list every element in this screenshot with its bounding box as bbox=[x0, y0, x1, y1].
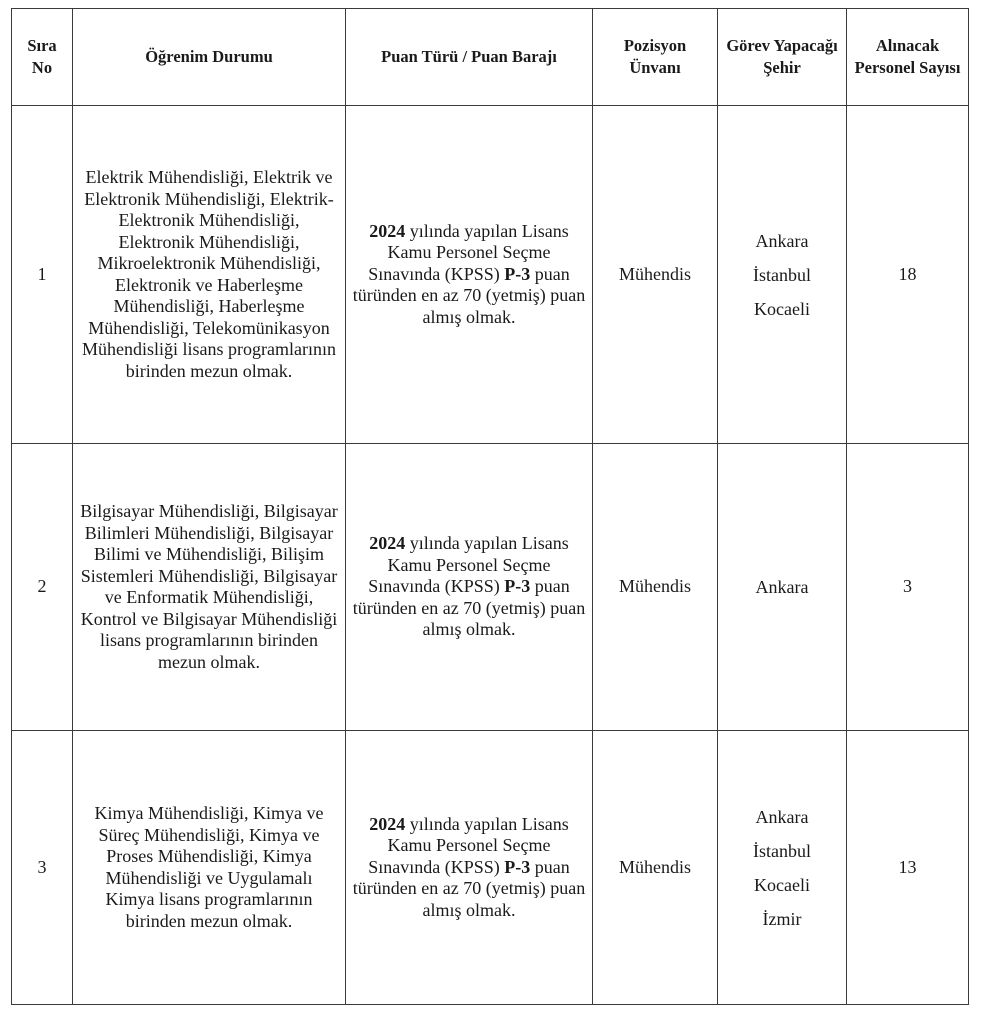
score-text-part1: yılında yapılan Lisans Kamu Personel Seçme Sınavında (KPSS) bbox=[368, 220, 569, 284]
position-title: Mühendis bbox=[593, 106, 718, 444]
exam-year: 2024 bbox=[369, 220, 406, 241]
position-title: Mühendis bbox=[593, 444, 718, 731]
position-title: Mühendis bbox=[593, 731, 718, 1005]
table-row bbox=[12, 106, 969, 444]
header-pozisyon-unvani: Pozisyon Ünvanı bbox=[593, 9, 718, 106]
score-text-part1: yılında yapılan Lisans Kamu Personel Seçme Sınavında (KPSS) bbox=[368, 533, 569, 597]
city-name: İstanbul bbox=[753, 840, 811, 861]
personnel-count: 3 bbox=[847, 444, 969, 731]
score-text-part2: puan türünden en az 70 (yetmiş) puan almış olmak. bbox=[352, 576, 586, 640]
header-puan-turu: Puan Türü / Puan Barajı bbox=[346, 9, 593, 106]
city-name: İzmir bbox=[762, 908, 802, 929]
city-name: Ankara bbox=[755, 577, 809, 597]
table-row bbox=[12, 731, 969, 1005]
header-ogrenim-durumu: Öğrenim Durumu bbox=[73, 9, 346, 106]
city-name: Kocaeli bbox=[754, 874, 810, 895]
row-number: 1 bbox=[12, 106, 73, 444]
score-requirement bbox=[346, 731, 593, 1005]
exam-year: 2024 bbox=[369, 533, 406, 554]
score-text-part2: puan türünden en az 70 (yetmiş) puan almış olmak. bbox=[352, 263, 586, 327]
table-row bbox=[12, 444, 969, 731]
personnel-count: 13 bbox=[847, 731, 969, 1005]
education-requirement: Kimya Mühendisliği, Kimya ve Süreç Mühendisliği, Kimya ve Proses Mühendisliği, Kimya Mühendisliği ve Uygulamalı Kimya lisans programlarının birinden mezun olmak. bbox=[73, 731, 346, 1005]
score-text-part1: yılında yapılan Lisans Kamu Personel Seçme Sınavında (KPSS) bbox=[368, 813, 569, 877]
city-name: Ankara bbox=[755, 230, 809, 251]
city-list bbox=[718, 106, 847, 444]
row-number: 3 bbox=[12, 731, 73, 1005]
city-list bbox=[718, 444, 847, 731]
city-name: Ankara bbox=[755, 806, 809, 827]
score-type: P-3 bbox=[504, 856, 531, 877]
score-requirement bbox=[346, 106, 593, 444]
personnel-count: 18 bbox=[847, 106, 969, 444]
education-requirement: Elektrik Mühendisliği, Elektrik ve Elektronik Mühendisliği, Elektrik-Elektronik Mühendisliği, Elektronik Mühendisliği, Mikroelektronik Mühendisliği, Elektronik ve Haberleşme Mühendisliği, Haberleşme Mühendisliği, Telekomünikasyon Mühendisliği lisans programlarının birinden mezun olmak. bbox=[73, 106, 346, 444]
header-sira-no: Sıra No bbox=[12, 9, 73, 106]
personnel-table bbox=[11, 8, 969, 1005]
education-requirement: Bilgisayar Mühendisliği, Bilgisayar Bilimleri Mühendisliği, Bilgisayar Bilimi ve Mühendisliği, Bilişim Sistemleri Mühendisliği, Bilgisayar ve Enformatik Mühendisliği, Kontrol ve Bilgisayar Mühendisliği lisans programlarının birinden mezun olmak. bbox=[73, 444, 346, 731]
city-list bbox=[718, 731, 847, 1005]
exam-year: 2024 bbox=[369, 813, 406, 834]
score-type: P-3 bbox=[504, 576, 531, 597]
score-requirement bbox=[346, 444, 593, 731]
row-number: 2 bbox=[12, 444, 73, 731]
score-type: P-3 bbox=[504, 263, 531, 284]
city-name: Kocaeli bbox=[754, 298, 810, 319]
header-personel-sayisi: Alınacak Personel Sayısı bbox=[847, 9, 969, 106]
header-gorev-sehir: Görev Yapacağı Şehir bbox=[718, 9, 847, 106]
city-name: İstanbul bbox=[753, 264, 811, 285]
table-header-row bbox=[12, 9, 969, 106]
score-text-part2: puan türünden en az 70 (yetmiş) puan almış olmak. bbox=[352, 856, 586, 920]
